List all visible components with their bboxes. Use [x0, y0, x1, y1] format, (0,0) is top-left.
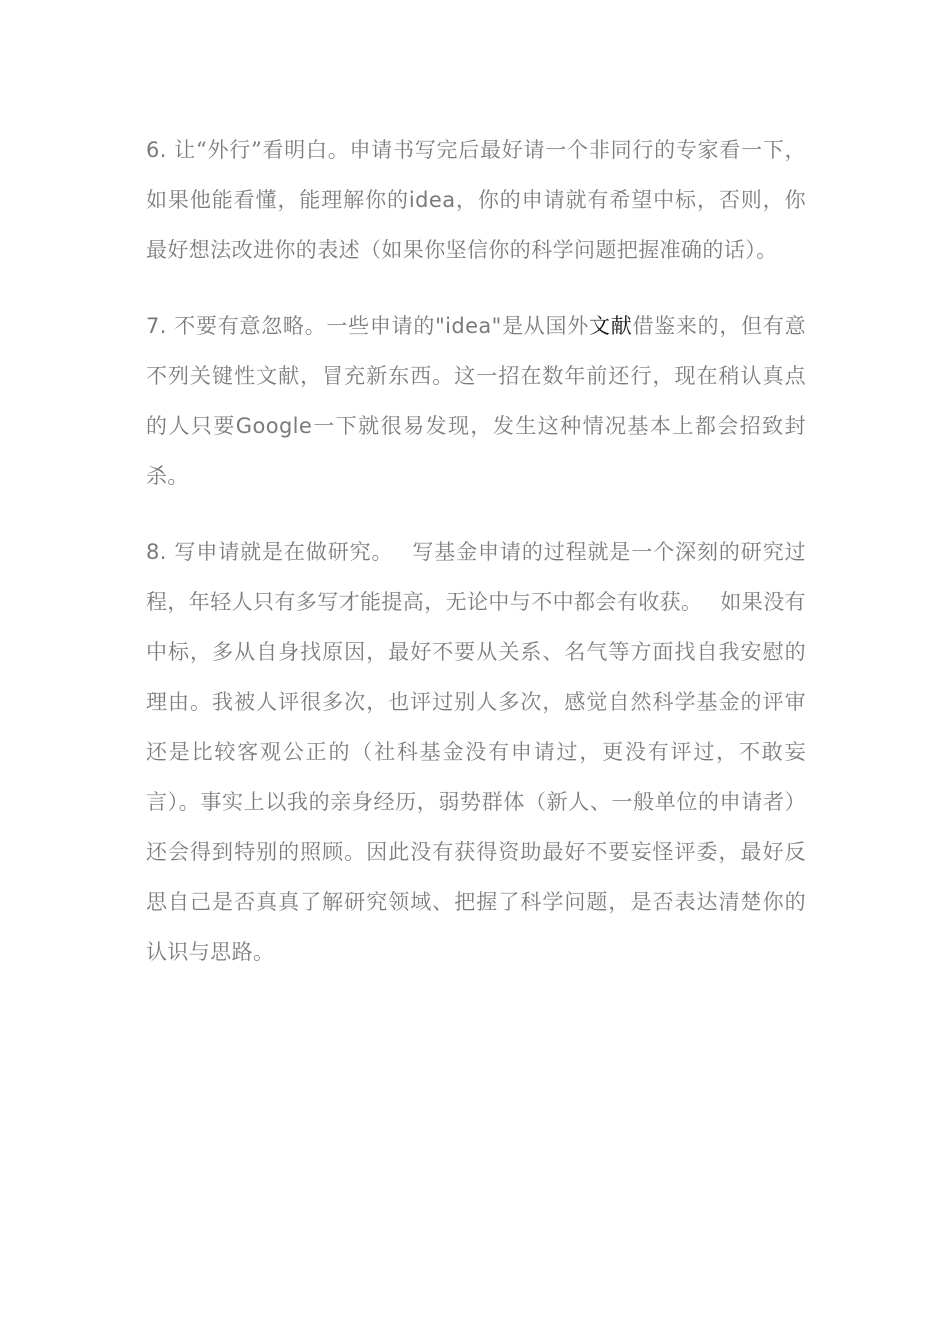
paragraph-text: 一下就很易发现，发生这种情况基本上都会招致封杀。 — [146, 414, 806, 488]
paragraph-text-latin: idea — [408, 188, 456, 212]
item-number: 7. — [146, 314, 167, 338]
paragraph-text: 是从国外 — [501, 314, 589, 338]
paragraph-text: 借鉴来的，但有意不列关键性文献，冒充新东西。这一招在数年前还行，现在稍认真点的人只要 — [146, 314, 806, 438]
item-number: 6. — [146, 138, 167, 162]
literature-link[interactable]: 文献 — [589, 314, 633, 338]
paragraph-text: 让“外行”看明白。申请书写完后最好请一个非同行的专家看一下，如果他能看懂，能理解你的 — [146, 138, 806, 212]
paragraph-text: ，你的申请就有希望中标，否则，你最好想法改进你的表述（如果你坚信你的科学问题把握准确的话）。 — [146, 188, 806, 262]
document-page — [146, 125, 806, 1003]
paragraph-text-latin: "idea" — [435, 314, 502, 338]
paragraph-text: 不要有意忽略。一些申请的 — [174, 314, 436, 338]
paragraph-text-latin: Google — [235, 414, 313, 438]
paragraph-7 — [146, 301, 806, 501]
paragraph-text: 写申请就是在做研究。 写基金申请的过程就是一个深刻的研究过程，年轻人只有多写才能提高，无论中与不中都会有收获。 如果没有中标，多从自身找原因，最好不要从关系、名气等方面找自我安慰的理由。我被人评很多次，也评过别人多次，感觉自然科学基金的评审还是比较客观公正的（社科基金没有申请过，更没有评过，不敢妄言）。事实上以我的亲身经历，弱势群体（新人、一般单位的申请者）还会得到特别的照顾。因此没有获得资助最好不要妄怪评委，最好反思自己是否真真了解研究领域、把握了科学问题，是否表达清楚你的认识与思路。 — [146, 540, 806, 964]
paragraph-6 — [146, 125, 806, 275]
item-number: 8. — [146, 540, 167, 564]
paragraph-8 — [146, 527, 806, 977]
